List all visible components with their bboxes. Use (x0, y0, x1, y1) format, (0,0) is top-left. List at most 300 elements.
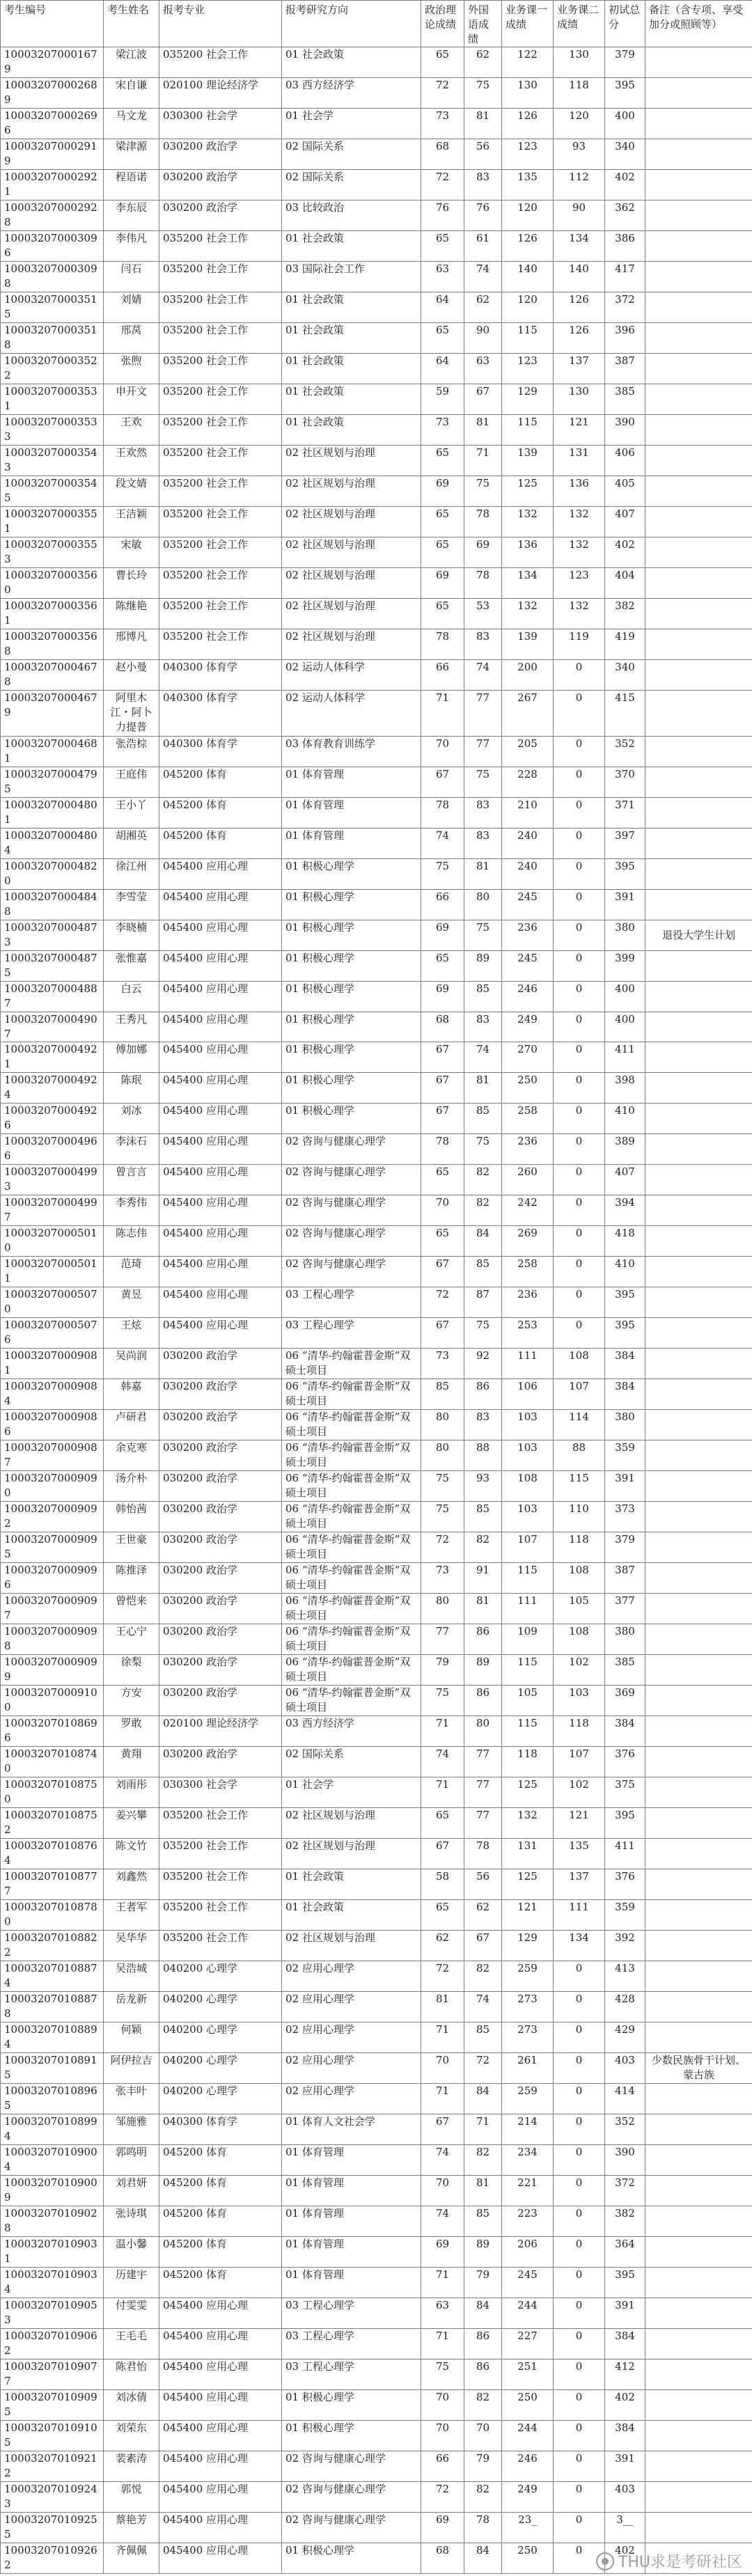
cell-name: 白云 (104, 981, 159, 1012)
cell-politics: 69 (421, 2512, 464, 2543)
cell-major: 035200 社会工作 (159, 1900, 282, 1931)
cell-foreign: 83 (464, 629, 502, 659)
cell-politics: 65 (421, 1165, 464, 1195)
cell-course2: 0 (554, 1318, 605, 1349)
cell-note (645, 1287, 752, 1318)
cell-politics: 65 (421, 598, 464, 629)
cell-major: 035200 社会工作 (159, 1931, 282, 1961)
cell-major: 020100 理论经济学 (159, 77, 282, 108)
cell-total: 375 (605, 1777, 645, 1808)
cell-direction: 01 积极心理学 (282, 1073, 421, 1104)
cell-course2: 0 (554, 1961, 605, 1992)
cell-note (645, 2298, 752, 2328)
cell-foreign: 79 (464, 2451, 502, 2481)
cell-major: 045200 体育 (159, 2206, 282, 2236)
cell-id: 100032070009086 (1, 1410, 104, 1440)
cell-politics: 67 (421, 1839, 464, 1869)
cell-course1: 129 (502, 384, 554, 414)
cell-name: 李晓楠 (104, 920, 159, 950)
cell-name: 余克寒 (104, 1440, 159, 1471)
cell-name: 阿里木江・阿卜力提普 (104, 690, 159, 736)
cell-major: 045400 应用心理 (159, 858, 282, 889)
cell-course2: 0 (554, 950, 605, 981)
cell-course2: 0 (554, 1073, 605, 1104)
cell-direction: 02 咨询与健康心理学 (282, 1195, 421, 1226)
cell-politics: 71 (421, 690, 464, 736)
cell-direction: 06 “清华-约翰霍普金斯”双硕士项目 (282, 1349, 421, 1379)
cell-note (645, 292, 752, 322)
table-row (1, 1594, 752, 1624)
table-row (1, 1410, 752, 1440)
cell-course1: 210 (502, 797, 554, 828)
cell-foreign: 80 (464, 1716, 502, 1747)
cell-politics: 71 (421, 1716, 464, 1747)
cell-name: 陈文竹 (104, 1839, 159, 1869)
cell-politics: 70 (421, 1195, 464, 1226)
cell-name: 梁津源 (104, 139, 159, 169)
cell-note (645, 2236, 752, 2267)
cell-total: 376 (605, 1869, 645, 1900)
cell-id: 100032070108915 (1, 2052, 104, 2083)
cell-course1: 105 (502, 1686, 554, 1716)
table-row (1, 981, 752, 1012)
cell-id: 100032070108740 (1, 1747, 104, 1777)
cell-direction: 06 “清华-约翰霍普金斯”双硕士项目 (282, 1563, 421, 1594)
cell-note (645, 690, 752, 736)
cell-major: 035200 社会工作 (159, 567, 282, 598)
cell-major: 035200 社会工作 (159, 261, 282, 292)
cell-total: 340 (605, 139, 645, 169)
cell-name: 范琦 (104, 1257, 159, 1287)
cell-course2: 0 (554, 1226, 605, 1257)
cell-course1: 240 (502, 858, 554, 889)
cell-course1: 214 (502, 2114, 554, 2144)
table-row (1, 2512, 752, 2543)
cell-direction: 02 咨询与健康心理学 (282, 2512, 421, 2543)
table-row (1, 1931, 752, 1961)
cell-foreign: 81 (464, 1594, 502, 1624)
cell-name: 刘婧 (104, 292, 159, 322)
cell-course1: 106 (502, 1379, 554, 1410)
cell-politics: 70 (421, 2420, 464, 2451)
cell-note (645, 767, 752, 797)
cell-politics: 79 (421, 1655, 464, 1686)
cell-course2: 134 (554, 1931, 605, 1961)
table-row (1, 1502, 752, 1532)
cell-major: 030200 政治学 (159, 200, 282, 230)
cell-major: 035200 社会工作 (159, 629, 282, 659)
cell-foreign: 74 (464, 659, 502, 690)
cell-total: 384 (605, 1349, 645, 1379)
cell-politics: 65 (421, 322, 464, 353)
col-course2: 业务课二成绩 (554, 1, 605, 47)
table-row (1, 1716, 752, 1747)
cell-course2: 0 (554, 797, 605, 828)
cell-course2: 123 (554, 567, 605, 598)
cell-course2: 118 (554, 1532, 605, 1563)
cell-foreign: 78 (464, 506, 502, 537)
cell-id: 100032070002919 (1, 139, 104, 169)
cell-politics: 73 (421, 1349, 464, 1379)
cell-course2: 0 (554, 2512, 605, 2543)
cell-note (645, 797, 752, 828)
table-row (1, 1226, 752, 1257)
cell-name: 曾言言 (104, 1165, 159, 1195)
cell-foreign: 75 (464, 1318, 502, 1349)
cell-foreign: 82 (464, 1195, 502, 1226)
cell-course2: 0 (554, 1287, 605, 1318)
cell-course2: 131 (554, 445, 605, 476)
cell-name: 张丰叶 (104, 2083, 159, 2114)
cell-politics: 85 (421, 1379, 464, 1410)
cell-total: 380 (605, 920, 645, 950)
cell-note (645, 981, 752, 1012)
table-row (1, 858, 752, 889)
cell-direction: 06 “清华-约翰霍普金斯”双硕士项目 (282, 1440, 421, 1471)
watermark-text: THU求是考研社区 (618, 2554, 742, 2571)
cell-foreign: 85 (464, 1104, 502, 1134)
cell-course1: 118 (502, 1747, 554, 1777)
cell-foreign: 79 (464, 2267, 502, 2298)
cell-course1: 267 (502, 690, 554, 736)
cell-note (645, 828, 752, 858)
cell-major: 035200 社会工作 (159, 230, 282, 261)
cell-major: 030200 政治学 (159, 1440, 282, 1471)
cell-course2: 132 (554, 598, 605, 629)
cell-course2: 0 (554, 1257, 605, 1287)
cell-foreign: 81 (464, 108, 502, 139)
cell-foreign: 82 (464, 1532, 502, 1563)
cell-major: 040200 心理学 (159, 1961, 282, 1992)
cell-note (645, 230, 752, 261)
cell-name: 陈珉 (104, 1073, 159, 1104)
cell-name: 陈志伟 (104, 1226, 159, 1257)
table-row (1, 2389, 752, 2420)
cell-politics: 65 (421, 1808, 464, 1839)
cell-note (645, 1655, 752, 1686)
cell-course2: 0 (554, 2389, 605, 2420)
cell-foreign: 78 (464, 1839, 502, 1869)
cell-foreign: 81 (464, 858, 502, 889)
cell-course1: 123 (502, 353, 554, 384)
cell-major: 045200 体育 (159, 2144, 282, 2175)
cell-course1: 126 (502, 108, 554, 139)
cell-direction: 01 社会政策 (282, 384, 421, 414)
cell-total: 396 (605, 322, 645, 353)
cell-direction: 02 咨询与健康心理学 (282, 1134, 421, 1165)
cell-note (645, 169, 752, 200)
cell-politics: 73 (421, 1563, 464, 1594)
cell-foreign: 78 (464, 567, 502, 598)
cell-total: 391 (605, 1471, 645, 1502)
cell-course1: 107 (502, 1532, 554, 1563)
cell-politics: 65 (421, 537, 464, 567)
cell-direction: 01 体育管理 (282, 2236, 421, 2267)
table-row (1, 2022, 752, 2052)
cell-course1: 246 (502, 2451, 554, 2481)
cell-major: 045400 应用心理 (159, 950, 282, 981)
cell-name: 吴华华 (104, 1931, 159, 1961)
cell-foreign: 86 (464, 1624, 502, 1655)
cell-total: 412 (605, 2359, 645, 2389)
cell-name: 方安 (104, 1686, 159, 1716)
cell-course2: 0 (554, 2083, 605, 2114)
cell-politics: 75 (421, 1502, 464, 1532)
cell-note (645, 200, 752, 230)
cell-direction: 01 体育管理 (282, 828, 421, 858)
cell-id: 100032070009098 (1, 1624, 104, 1655)
cell-note (645, 1502, 752, 1532)
cell-politics: 73 (421, 108, 464, 139)
cell-major: 030200 政治学 (159, 1594, 282, 1624)
cell-id: 100032070108752 (1, 1808, 104, 1839)
cell-major: 035200 社会工作 (159, 414, 282, 445)
cell-note (645, 1624, 752, 1655)
cell-id: 100032070009097 (1, 1594, 104, 1624)
cell-note (645, 1257, 752, 1287)
table-row (1, 2420, 752, 2451)
cell-course2: 0 (554, 2359, 605, 2389)
cell-direction: 06 “清华-约翰霍普金斯”双硕士项目 (282, 1532, 421, 1563)
cell-total: 400 (605, 108, 645, 139)
cell-politics: 81 (421, 1992, 464, 2023)
cell-name: 王者军 (104, 1900, 159, 1931)
cell-course1: 259 (502, 1961, 554, 1992)
cell-note (645, 2359, 752, 2389)
cell-id: 100032070003553 (1, 537, 104, 567)
cell-name: 吴浩城 (104, 1961, 159, 1992)
cell-name: 裴素涛 (104, 2451, 159, 2481)
cell-course2: 0 (554, 1042, 605, 1073)
cell-total: 395 (605, 1287, 645, 1318)
cell-politics: 71 (421, 2328, 464, 2359)
cell-foreign: 85 (464, 1502, 502, 1532)
cell-politics: 72 (421, 1961, 464, 1992)
cell-total: 395 (605, 77, 645, 108)
cell-id: 100032070004997 (1, 1195, 104, 1226)
cell-major: 035200 社会工作 (159, 1839, 282, 1869)
cell-course1: 253 (502, 1318, 554, 1349)
cell-note (645, 659, 752, 690)
cell-foreign: 82 (464, 2144, 502, 2175)
table-row (1, 629, 752, 659)
cell-direction: 02 应用心理学 (282, 1961, 421, 1992)
cell-course1: 139 (502, 445, 554, 476)
cell-total: 418 (605, 1226, 645, 1257)
cell-total: 384 (605, 2420, 645, 2451)
cell-politics: 67 (421, 1042, 464, 1073)
cell-total: 372 (605, 2175, 645, 2206)
cell-id: 100032070109105 (1, 2420, 104, 2451)
cell-major: 040300 体育学 (159, 659, 282, 690)
cell-politics: 74 (421, 828, 464, 858)
cell-foreign: 93 (464, 1471, 502, 1502)
table-row (1, 1165, 752, 1195)
cell-foreign: 81 (464, 1073, 502, 1104)
cell-politics: 80 (421, 1440, 464, 1471)
cell-course2: 0 (554, 2420, 605, 2451)
table-row (1, 1808, 752, 1839)
cell-direction: 01 积极心理学 (282, 1042, 421, 1073)
cell-major: 030200 政治学 (159, 1563, 282, 1594)
cell-course2: 112 (554, 169, 605, 200)
cell-politics: 69 (421, 2236, 464, 2267)
cell-direction: 06 “清华-约翰霍普金斯”双硕士项目 (282, 1379, 421, 1410)
cell-course2: 0 (554, 1012, 605, 1042)
cell-total: 398 (605, 1073, 645, 1104)
table-row (1, 1379, 752, 1410)
cell-name: 张惟嘉 (104, 950, 159, 981)
cell-total: 379 (605, 47, 645, 78)
cell-foreign: 71 (464, 2114, 502, 2144)
cell-foreign: 75 (464, 920, 502, 950)
cell-id: 100032070108750 (1, 1777, 104, 1808)
cell-total: 3__ (605, 2512, 645, 2543)
cell-politics: 65 (421, 47, 464, 78)
cell-note (645, 139, 752, 169)
cell-total: 392 (605, 1931, 645, 1961)
cell-note (645, 384, 752, 414)
cell-id: 100032070003098 (1, 261, 104, 292)
cell-direction: 06 “清华-约翰霍普金斯”双硕士项目 (282, 1502, 421, 1532)
cell-course1: 115 (502, 1563, 554, 1594)
cell-name: 邢博凡 (104, 629, 159, 659)
cell-foreign: 87 (464, 1287, 502, 1318)
table-row (1, 797, 752, 828)
cell-course1: 244 (502, 2298, 554, 2328)
cell-name: 齐佩佩 (104, 2543, 159, 2573)
cell-total: 403 (605, 2052, 645, 2083)
cell-total: 389 (605, 1134, 645, 1165)
cell-total: 397 (605, 828, 645, 858)
cell-note (645, 2481, 752, 2512)
cell-foreign: 75 (464, 77, 502, 108)
table-row (1, 322, 752, 353)
cell-name: 曾恺来 (104, 1594, 159, 1624)
cell-foreign: 82 (464, 1961, 502, 1992)
cell-course1: 228 (502, 767, 554, 797)
cell-course1: 270 (502, 1042, 554, 1073)
cell-name: 邹施雅 (104, 2114, 159, 2144)
cell-id: 100032070004907 (1, 1012, 104, 1042)
cell-direction: 03 工程心理学 (282, 1318, 421, 1349)
cell-id: 100032070002696 (1, 108, 104, 139)
cell-id: 100032070004926 (1, 1104, 104, 1134)
cell-direction: 01 社会政策 (282, 353, 421, 384)
table-row (1, 567, 752, 598)
col-major: 报考专业 (159, 1, 282, 47)
cell-foreign: 82 (464, 2481, 502, 2512)
table-row (1, 1349, 752, 1379)
cell-direction: 01 积极心理学 (282, 950, 421, 981)
cell-name: 李东辰 (104, 200, 159, 230)
cell-direction: 02 运动人体科学 (282, 690, 421, 736)
cell-direction: 02 咨询与健康心理学 (282, 2481, 421, 2512)
cell-id: 100032070003533 (1, 414, 104, 445)
cell-politics: 80 (421, 1594, 464, 1624)
col-direction: 报考研究方向 (282, 1, 421, 47)
cell-foreign: 83 (464, 797, 502, 828)
table-row (1, 476, 752, 506)
cell-id: 100032070108874 (1, 1961, 104, 1992)
cell-total: 384 (605, 1379, 645, 1410)
table-row (1, 2236, 752, 2267)
cell-course1: 111 (502, 1349, 554, 1379)
cell-politics: 65 (421, 230, 464, 261)
cell-id: 100032070004795 (1, 767, 104, 797)
cell-note (645, 414, 752, 445)
cell-id: 100032070002928 (1, 200, 104, 230)
cell-politics: 69 (421, 567, 464, 598)
cell-major: 035200 社会工作 (159, 598, 282, 629)
cell-major: 045400 应用心理 (159, 2328, 282, 2359)
cell-course1: 132 (502, 598, 554, 629)
cell-total: 406 (605, 445, 645, 476)
cell-note (645, 476, 752, 506)
table-row (1, 1012, 752, 1042)
cell-course1: 120 (502, 292, 554, 322)
cell-note (645, 2420, 752, 2451)
cell-major: 030200 政治学 (159, 1624, 282, 1655)
cell-direction: 02 咨询与健康心理学 (282, 1257, 421, 1287)
cell-direction: 01 积极心理学 (282, 889, 421, 920)
cell-total: 391 (605, 889, 645, 920)
cell-course2: 0 (554, 1134, 605, 1165)
cell-foreign: 85 (464, 2022, 502, 2052)
cell-note (645, 950, 752, 981)
cell-politics: 75 (421, 858, 464, 889)
cell-total: 364 (605, 2236, 645, 2267)
cell-politics: 67 (421, 2114, 464, 2144)
cell-name: 韩怡茜 (104, 1502, 159, 1532)
cell-total: 391 (605, 2298, 645, 2328)
cell-id: 100032070009099 (1, 1655, 104, 1686)
cell-major: 045400 应用心理 (159, 1134, 282, 1165)
cell-major: 040200 心理学 (159, 2022, 282, 2052)
cell-name: 郭悦 (104, 2481, 159, 2512)
cell-course2: 132 (554, 506, 605, 537)
cell-name: 陈继艳 (104, 598, 159, 629)
cell-name: 闫石 (104, 261, 159, 292)
cell-course1: 227 (502, 2328, 554, 2359)
cell-id: 100032070009096 (1, 1563, 104, 1594)
cell-id: 100032070004924 (1, 1073, 104, 1104)
cell-foreign: 83 (464, 828, 502, 858)
cell-name: 程语诺 (104, 169, 159, 200)
cell-politics: 74 (421, 2144, 464, 2175)
cell-course1: 273 (502, 1992, 554, 2023)
cell-name: 王欢然 (104, 445, 159, 476)
cell-id: 100032070109004 (1, 2144, 104, 2175)
cell-major: 045400 应用心理 (159, 981, 282, 1012)
cell-total: 359 (605, 1440, 645, 1471)
col-politics: 政治理论成绩 (421, 1, 464, 47)
cell-total: 370 (605, 767, 645, 797)
cell-major: 035200 社会工作 (159, 476, 282, 506)
cell-course2: 0 (554, 1992, 605, 2023)
cell-politics: 74 (421, 1747, 464, 1777)
table-row (1, 261, 752, 292)
cell-politics: 78 (421, 1134, 464, 1165)
cell-course1: 103 (502, 1440, 554, 1471)
cell-id: 100032070109034 (1, 2267, 104, 2298)
cell-foreign: 77 (464, 1808, 502, 1839)
cell-note (645, 858, 752, 889)
cell-direction: 01 体育管理 (282, 2267, 421, 2298)
cell-direction: 01 积极心理学 (282, 858, 421, 889)
table-row (1, 1104, 752, 1134)
cell-note (645, 2451, 752, 2481)
